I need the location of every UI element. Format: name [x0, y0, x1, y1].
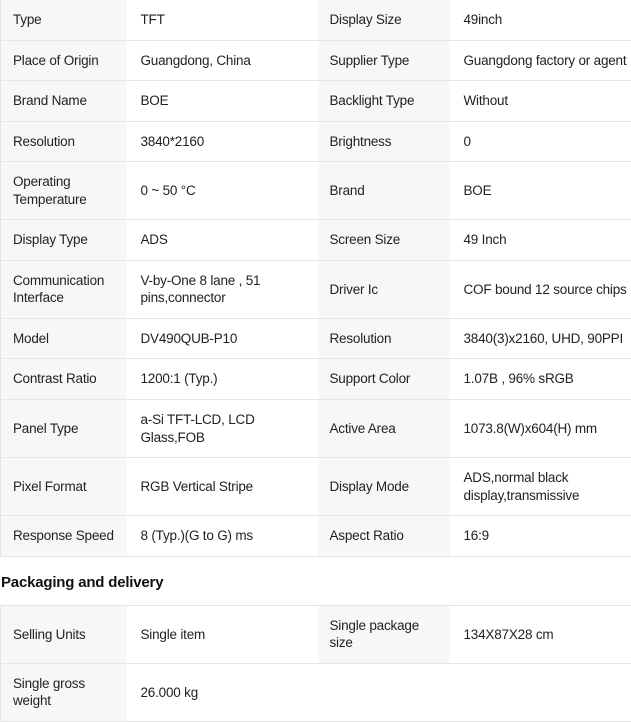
attr-value: 1073.8(W)x604(H) mm [450, 400, 631, 458]
spec-row [1, 40, 631, 81]
attr-value: TFT [127, 0, 318, 40]
attr-label: Contrast Ratio [1, 359, 127, 400]
attr-value: 49 Inch [450, 220, 631, 261]
attr-value: ADS [127, 220, 318, 261]
attr-label: Display Type [1, 220, 127, 261]
spec-row [1, 121, 631, 162]
attr-label: Single gross weight [1, 663, 127, 721]
attr-label: Brightness [318, 121, 450, 162]
attr-value: 0 ~ 50 °C [127, 162, 318, 220]
packaging-row [1, 663, 631, 721]
attr-value: a-Si TFT-LCD, LCD Glass,FOB [127, 400, 318, 458]
spec-row [1, 260, 631, 318]
attr-label: Single package size [318, 605, 450, 663]
attr-label: Screen Size [318, 220, 450, 261]
packaging-table [0, 605, 631, 722]
attr-value: 26.000 kg [127, 663, 631, 721]
attr-label: Display Size [318, 0, 450, 40]
attr-value: 49inch [450, 0, 631, 40]
spec-row [1, 458, 631, 516]
attr-value: COF bound 12 source chips [450, 260, 631, 318]
attr-label: Brand Name [1, 81, 127, 122]
spec-row [1, 400, 631, 458]
attr-value: 0 [450, 121, 631, 162]
attr-label: Display Mode [318, 458, 450, 516]
attr-value: Single item [127, 605, 318, 663]
attr-label: Panel Type [1, 400, 127, 458]
attr-value: 1200:1 (Typ.) [127, 359, 318, 400]
attr-value: 8 (Typ.)(G to G) ms [127, 516, 318, 557]
attr-label: Communication Interface [1, 260, 127, 318]
spec-row [1, 318, 631, 359]
attr-label: Driver Ic [318, 260, 450, 318]
attr-label: Resolution [1, 121, 127, 162]
attr-label: Resolution [318, 318, 450, 359]
attr-value: 16:9 [450, 516, 631, 557]
attr-value: RGB Vertical Stripe [127, 458, 318, 516]
attr-label: Place of Origin [1, 40, 127, 81]
attr-label: Support Color [318, 359, 450, 400]
attr-value: ADS,normal black display,transmissive [450, 458, 631, 516]
attr-label: Supplier Type [318, 40, 450, 81]
spec-row [1, 516, 631, 557]
spec-row [1, 81, 631, 122]
spec-row [1, 0, 631, 40]
attr-value: Guangdong factory or agent [450, 40, 631, 81]
attr-value: Guangdong, China [127, 40, 318, 81]
attr-value: BOE [450, 162, 631, 220]
attr-value: Without [450, 81, 631, 122]
attr-label: Response Speed [1, 516, 127, 557]
attr-label: Operating Temperature [1, 162, 127, 220]
attr-value: 3840(3)x2160, UHD, 90PPI [450, 318, 631, 359]
attr-value: BOE [127, 81, 318, 122]
attr-label: Aspect Ratio [318, 516, 450, 557]
attr-value: 3840*2160 [127, 121, 318, 162]
attr-value: V-by-One 8 lane , 51 pins,connector [127, 260, 318, 318]
attr-label: Selling Units [1, 605, 127, 663]
spec-row [1, 220, 631, 261]
attr-label: Active Area [318, 400, 450, 458]
attr-value: 134X87X28 cm [450, 605, 631, 663]
attr-value: DV490QUB-P10 [127, 318, 318, 359]
attr-label: Pixel Format [1, 458, 127, 516]
attr-value: 1.07B , 96% sRGB [450, 359, 631, 400]
packaging-and-delivery-heading: Packaging and delivery [1, 574, 631, 591]
spec-row [1, 162, 631, 220]
spec-row [1, 359, 631, 400]
attr-label: Backlight Type [318, 81, 450, 122]
attr-label: Model [1, 318, 127, 359]
packaging-row [1, 605, 631, 663]
attr-label: Brand [318, 162, 450, 220]
attr-label: Type [1, 0, 127, 40]
